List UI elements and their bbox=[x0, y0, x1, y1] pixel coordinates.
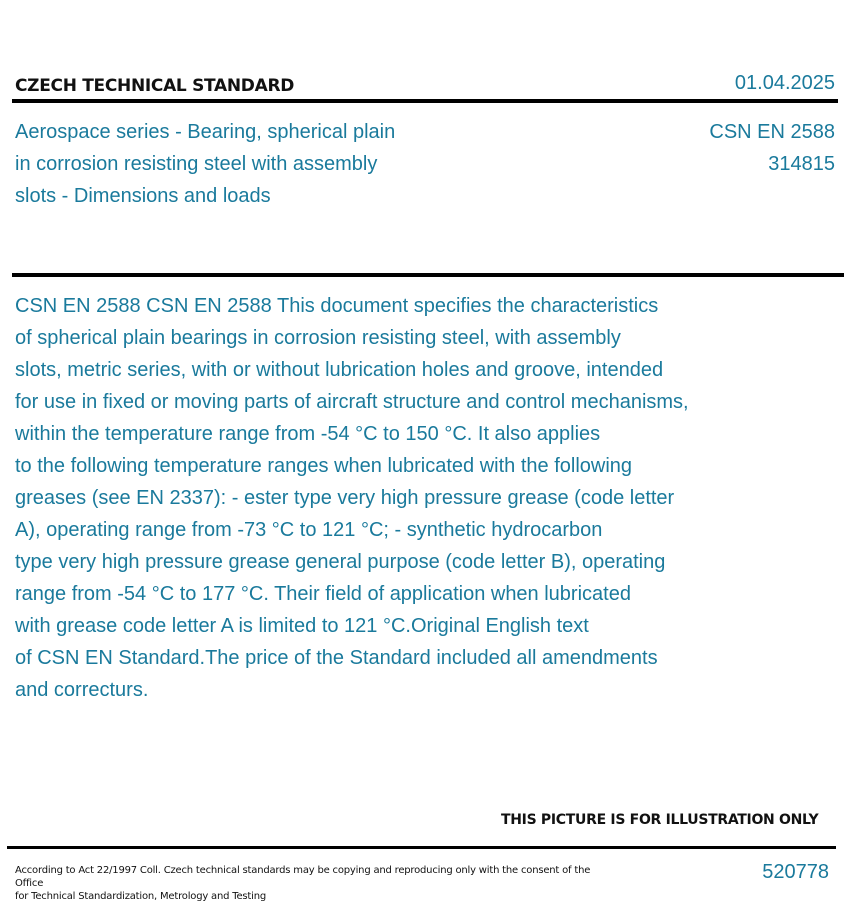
footer-divider bbox=[7, 846, 836, 849]
header-divider bbox=[12, 99, 838, 103]
document-identifiers bbox=[709, 116, 835, 180]
catalog-number: 314815 bbox=[768, 153, 835, 175]
publication-date: 01.04.2025 bbox=[734, 72, 835, 94]
legal-notice: According to Act 22/1997 Coll. Czech technical standards may be copying and reproducing only with the consent of the Office for Technical Standardization, Metrology and Testing bbox=[15, 865, 591, 902]
document-number: 520778 bbox=[762, 861, 829, 883]
illustration-note: THIS PICTURE IS FOR ILLUSTRATION ONLY bbox=[501, 812, 819, 828]
standard-code: CSN EN 2588 bbox=[709, 121, 835, 143]
abstract-text: CSN EN 2588 CSN EN 2588 This document specifies the characteristics of spherical plain bearings in corrosion resisting steel, with assembly slots, metric series, with or without lubrication holes and groove, intended for use in fixed or moving parts of aircraft structure and control mechanisms, within the temperature range from -54 °C to 150 °C. It also applies to the following temperature ranges when lubricated with the following greases (see EN 2337): - ester type very high pressure grease (code letter A), operating range from -73 °C to 121 °C; - synthetic hydrocarbon type very high pressure grease general purpose (code letter B), operating range from -54 °C to 177 °C. Their field of application when lubricated with grease code letter A is limited to 121 °C.Original English text of CSN EN Standard.The price of the Standard included all amendments and correcturs. bbox=[15, 295, 689, 701]
header-title: CZECH TECHNICAL STANDARD bbox=[15, 76, 295, 96]
document-title: Aerospace series - Bearing, spherical plain in corrosion resisting steel with assembly slots - Dimensions and loads bbox=[15, 121, 396, 207]
title-divider bbox=[12, 273, 844, 277]
